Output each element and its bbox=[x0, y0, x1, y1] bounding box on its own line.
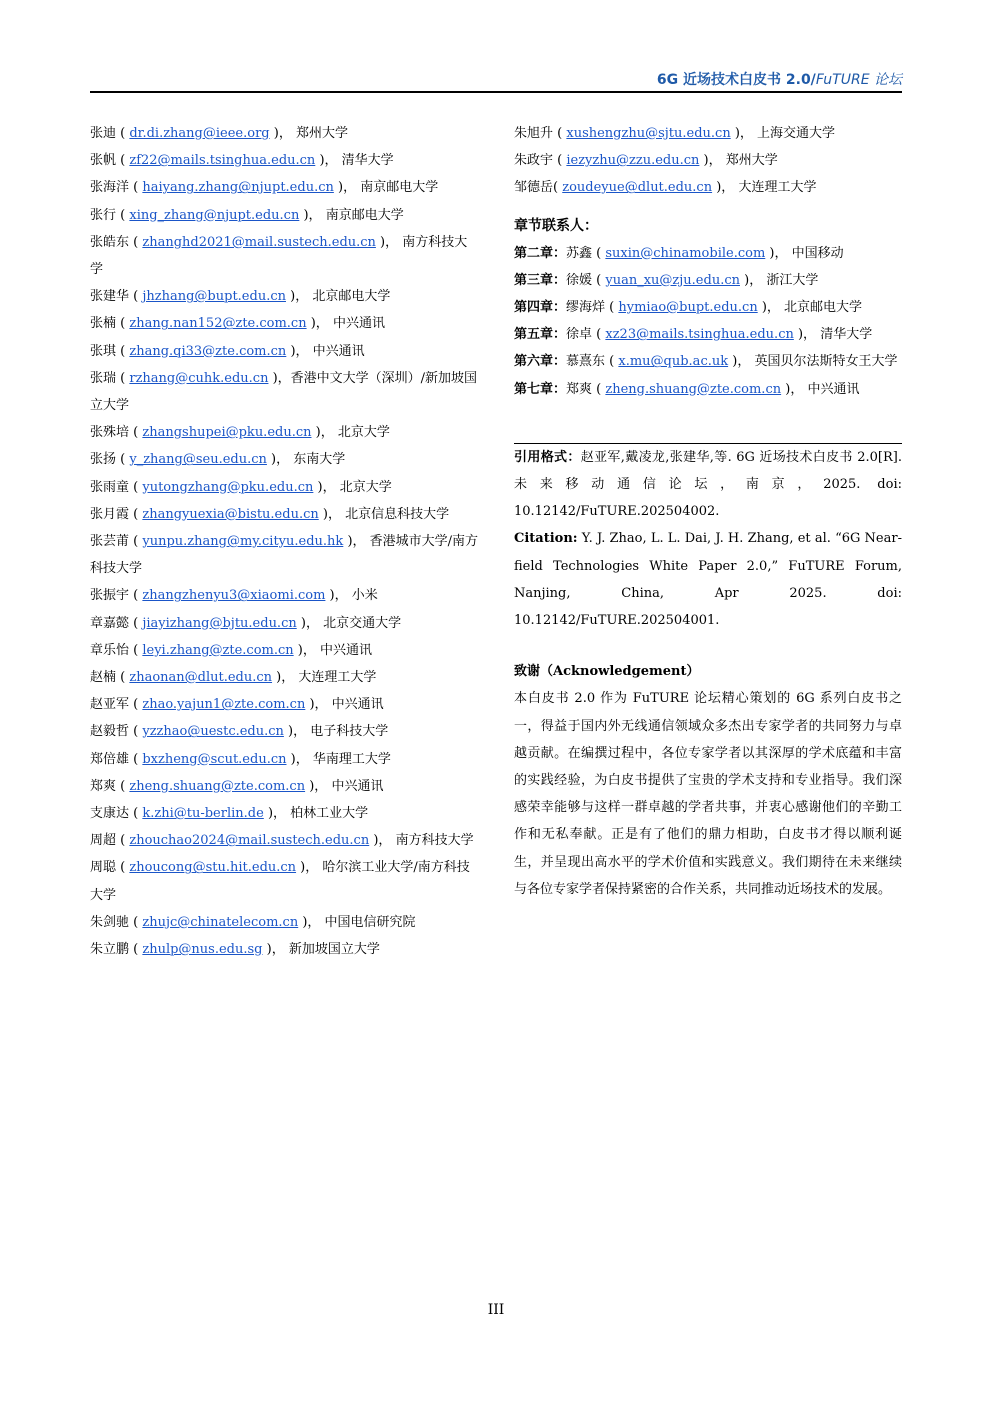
paren-open: ( bbox=[116, 153, 130, 169]
paren-close: )， bbox=[318, 506, 341, 522]
contributor-name: 张瑞 bbox=[90, 370, 117, 386]
affiliation: 中国电信研究院 bbox=[320, 914, 416, 930]
contributor-entry bbox=[90, 637, 480, 664]
email-link[interactable]: yunpu.zhang@my.cityu.edu.hk bbox=[142, 534, 344, 550]
paren-close: )， bbox=[293, 642, 316, 658]
contributor-entry bbox=[90, 174, 480, 201]
chapter-label: 第六章： bbox=[514, 354, 567, 370]
contributor-entry bbox=[514, 240, 902, 267]
affiliation: 中兴通讯 bbox=[315, 642, 372, 658]
contributor-entry bbox=[514, 267, 902, 294]
email-link[interactable]: hymiao@bupt.edu.cn bbox=[618, 300, 758, 316]
affiliation: 清华大学 bbox=[337, 153, 394, 169]
paren-open: ( bbox=[116, 833, 130, 849]
paren-open: ( bbox=[553, 126, 567, 141]
contributor-entry bbox=[90, 474, 480, 501]
affiliation: 大连理工大学 bbox=[734, 180, 817, 196]
paren-close: )， bbox=[305, 778, 328, 794]
contributor-entry bbox=[514, 174, 902, 201]
paren-close: )， bbox=[793, 327, 817, 343]
contributor-name: 郑爽 bbox=[90, 778, 117, 794]
contributor-entry bbox=[514, 294, 902, 321]
email-link[interactable]: yutongzhang@pku.edu.cn bbox=[142, 479, 314, 495]
contributor-entry bbox=[90, 718, 480, 745]
contributor-name: 朱剑驰 bbox=[90, 914, 130, 930]
paren-open: ( bbox=[129, 534, 143, 550]
contributors-right-list bbox=[514, 120, 902, 202]
contributor-entry bbox=[90, 664, 480, 691]
citation-en bbox=[514, 525, 902, 634]
paren-open: ( bbox=[592, 272, 606, 288]
paren-close: )， bbox=[325, 588, 348, 604]
paren-close: )， bbox=[728, 354, 751, 370]
affiliation: 郑州大学 bbox=[291, 126, 348, 141]
contributor-entry bbox=[90, 827, 480, 854]
paren-close: )， bbox=[272, 670, 295, 686]
email-link[interactable]: zheng.shuang@zte.com.cn bbox=[605, 381, 782, 397]
citation-cn bbox=[514, 444, 902, 526]
email-link[interactable]: zhoucong@stu.hit.edu.cn bbox=[129, 860, 297, 876]
contributor-name: 赵楠 bbox=[90, 670, 117, 686]
paren-close: )， bbox=[286, 343, 309, 359]
paren-close: )， bbox=[739, 272, 763, 288]
affiliation: 柏林工业大学 bbox=[286, 806, 369, 822]
contributor-entry bbox=[90, 446, 480, 473]
affiliation: 清华大学 bbox=[816, 327, 873, 343]
paren-close: )， bbox=[712, 180, 735, 196]
contributor-entry bbox=[90, 773, 480, 800]
paren-open: ( bbox=[129, 697, 143, 713]
contributor-name: 张迪 bbox=[90, 126, 117, 141]
paren-open: ( bbox=[116, 670, 130, 686]
contributor-name: 支康达 bbox=[90, 806, 130, 822]
paren-open: ( bbox=[129, 642, 143, 658]
paren-open: ( bbox=[553, 153, 567, 169]
paren-close: )， bbox=[333, 180, 357, 196]
contributor-name: 张雨童 bbox=[90, 479, 130, 495]
contributor-name: 朱立鹏 bbox=[90, 942, 130, 958]
contributor-name: 郑爽 bbox=[566, 381, 593, 397]
contributor-entry bbox=[514, 348, 902, 375]
paren-open: ( bbox=[129, 479, 143, 495]
paren-open: ( bbox=[553, 180, 563, 196]
contributor-name: 张月霞 bbox=[90, 506, 130, 522]
email-link[interactable]: dr.di.zhang@ieee.org bbox=[129, 126, 270, 141]
paren-open: ( bbox=[116, 207, 130, 223]
citation-cn-text: 赵亚军,戴凌龙,张建华,等. 6G 近场技术白皮书 2.0[R]. 未来移动通信论坛，南京，2025. doi: 10.12142/FuTURE.202504002. bbox=[514, 449, 902, 520]
affiliation: 电子科技大学 bbox=[306, 724, 389, 740]
paren-open: ( bbox=[129, 588, 143, 604]
contributor-entry bbox=[514, 321, 902, 348]
email-link[interactable]: zhang.qi33@zte.com.cn bbox=[129, 343, 287, 359]
contributor-name: 张扬 bbox=[90, 452, 117, 468]
contributor-entry bbox=[90, 854, 480, 908]
paren-open: ( bbox=[605, 300, 619, 316]
affiliation: 新加坡国立大学 bbox=[284, 942, 380, 958]
acknowledgement-heading: 致谢（Acknowledgement） bbox=[514, 664, 700, 680]
contributor-name: 张楠 bbox=[90, 316, 117, 332]
affiliation: 中兴通讯 bbox=[308, 343, 365, 359]
affiliation: 北京邮电大学 bbox=[779, 300, 863, 316]
contributor-name: 朱政宇 bbox=[514, 153, 554, 169]
affiliation: 北京邮电大学 bbox=[308, 289, 391, 305]
affiliation: 北京大学 bbox=[333, 425, 390, 441]
contributor-name: 郑倍雄 bbox=[90, 751, 130, 767]
paren-open: ( bbox=[129, 180, 143, 196]
paren-close: )， bbox=[266, 452, 290, 468]
email-link[interactable]: rzhang@cuhk.edu.cn bbox=[129, 370, 269, 386]
contributor-entry bbox=[90, 229, 480, 283]
email-link[interactable]: haiyang.zhang@njupt.edu.cn bbox=[142, 180, 334, 196]
paren-open: ( bbox=[592, 327, 606, 343]
email-link[interactable]: zhaonan@dlut.edu.cn bbox=[129, 670, 273, 686]
contributor-name: 慕熹东 bbox=[566, 354, 606, 370]
contributor-entry bbox=[514, 147, 902, 174]
affiliation: 香港城市大学/南方科技大学 bbox=[90, 534, 479, 577]
header-title: 6G 近场技术白皮书 2.0/ bbox=[656, 72, 816, 88]
email-link[interactable]: zhangzhenyu3@xiaomi.com bbox=[142, 588, 326, 604]
contributor-entry bbox=[90, 610, 480, 637]
email-link[interactable]: zhangshupei@pku.edu.cn bbox=[142, 425, 312, 441]
contributor-name: 苏鑫 bbox=[566, 245, 593, 261]
contributor-name: 张行 bbox=[90, 207, 117, 223]
email-link[interactable]: zhulp@nus.edu.sg bbox=[142, 942, 263, 958]
affiliation: 英国贝尔法斯特女王大学 bbox=[750, 354, 898, 370]
contributor-entry bbox=[90, 746, 480, 773]
running-header bbox=[90, 70, 902, 92]
paren-close: )， bbox=[315, 153, 338, 169]
affiliation: 浙江大学 bbox=[762, 272, 819, 288]
affiliation: 北京大学 bbox=[335, 479, 392, 495]
acknowledgement-body: 本白皮书 2.0 作为 FuTURE 论坛精心策划的 6G 系列白皮书之一，得益于国内外无线通信领域众多杰出专家学者的共同努力与卓越贡献。在编撰过程中，各位专家学者以其深厚的学术底蕴和丰富的实践经验，为白皮书提供了宝贵的学术支持和专业指导。我们深感荣幸能够与这样一群卓越的学者共事，并衷心感谢他们的辛勤工作和无私奉献。正是有了他们的鼎力相助，白皮书才得以顺利诞生，并呈现出高水平的学术价值和实践意义。我们期待在未来继续与各位专家学者保持紧密的合作关系，共同推动近场技术的发展。 bbox=[514, 691, 902, 897]
chapter-label: 第七章： bbox=[514, 381, 567, 397]
paren-close: )， bbox=[781, 381, 804, 397]
email-link[interactable]: zhao.yajun1@zte.com.cn bbox=[142, 697, 306, 713]
chapter-label: 第三章： bbox=[514, 272, 567, 288]
paren-close: )， bbox=[375, 234, 399, 250]
contributor-name: 周超 bbox=[90, 833, 117, 849]
paren-close: )， bbox=[311, 425, 334, 441]
affiliation: 南方科技大学 bbox=[391, 833, 474, 849]
affiliation: 北京交通大学 bbox=[318, 615, 402, 631]
paren-close: )， bbox=[268, 370, 291, 386]
paren-close: )， bbox=[269, 126, 292, 141]
contributor-entry bbox=[90, 691, 480, 718]
affiliation: 上海交通大学 bbox=[752, 126, 836, 141]
paren-open: ( bbox=[116, 778, 130, 794]
email-link[interactable]: yzzhao@uestc.edu.cn bbox=[142, 724, 284, 740]
email-link[interactable]: zhouchao2024@mail.sustech.edu.cn bbox=[129, 833, 370, 849]
chapter-label: 第二章： bbox=[514, 245, 567, 261]
paren-close: )， bbox=[765, 245, 788, 261]
paren-open: ( bbox=[592, 245, 606, 261]
contributor-entry bbox=[90, 310, 480, 337]
paren-close: )， bbox=[263, 806, 287, 822]
contributor-entry bbox=[90, 120, 480, 147]
contributor-name: 张琪 bbox=[90, 343, 117, 359]
paren-open: ( bbox=[129, 806, 143, 822]
paren-open: ( bbox=[129, 942, 143, 958]
paren-open: ( bbox=[116, 343, 130, 359]
email-link[interactable]: suxin@chinamobile.com bbox=[605, 245, 766, 261]
email-link[interactable]: zf22@mails.tsinghua.edu.cn bbox=[129, 153, 316, 169]
paren-close: )， bbox=[369, 833, 392, 849]
contributor-name: 赵亚军 bbox=[90, 697, 130, 713]
citation-block bbox=[514, 443, 902, 634]
paren-close: )， bbox=[285, 289, 309, 305]
paren-open: ( bbox=[129, 289, 143, 305]
contributor-name: 张殊培 bbox=[90, 425, 130, 441]
contributor-name: 周聪 bbox=[90, 860, 117, 876]
email-link[interactable]: leyi.zhang@zte.com.cn bbox=[142, 642, 294, 658]
chapter-label: 第五章： bbox=[514, 327, 567, 343]
contributor-entry bbox=[90, 338, 480, 365]
chapter-label: 第四章： bbox=[514, 300, 567, 316]
affiliation: 中国移动 bbox=[787, 245, 844, 261]
affiliation: 南京邮电大学 bbox=[321, 207, 404, 223]
paren-open: ( bbox=[116, 860, 130, 876]
contributor-name: 缪海烊 bbox=[566, 300, 606, 316]
contributor-name: 张皓东 bbox=[90, 234, 130, 250]
paren-open: ( bbox=[129, 751, 143, 767]
paren-close: )， bbox=[313, 479, 336, 495]
paren-close: )， bbox=[262, 942, 285, 958]
contributor-entry bbox=[514, 376, 902, 403]
contributors-left-column bbox=[90, 120, 480, 963]
contributor-entry bbox=[90, 202, 480, 229]
email-link[interactable]: xz23@mails.tsinghua.edu.cn bbox=[605, 327, 794, 343]
email-link[interactable]: k.zhi@tu-berlin.de bbox=[142, 806, 264, 822]
contributor-name: 张芸莆 bbox=[90, 534, 130, 550]
paren-close: )， bbox=[286, 751, 309, 767]
paren-open: ( bbox=[129, 234, 143, 250]
contributor-name: 章嘉懿 bbox=[90, 615, 130, 631]
email-link[interactable]: zhang.nan152@zte.com.cn bbox=[129, 316, 307, 332]
paren-close: )， bbox=[296, 615, 319, 631]
contributor-name: 徐卓 bbox=[566, 327, 593, 343]
paren-open: ( bbox=[129, 425, 143, 441]
header-rule bbox=[90, 91, 902, 93]
email-link[interactable]: iezyzhu@zzu.edu.cn bbox=[566, 153, 700, 169]
affiliation: 香港中文大学（深圳）/新加坡国立大学 bbox=[90, 370, 478, 414]
paren-close: )， bbox=[296, 860, 319, 876]
right-column bbox=[514, 120, 902, 903]
chapter-contacts-list bbox=[514, 240, 902, 403]
email-link[interactable]: jiayizhang@bjtu.edu.cn bbox=[142, 615, 297, 631]
contributor-name: 章乐怡 bbox=[90, 642, 130, 658]
contributor-name: 徐媛 bbox=[566, 272, 593, 288]
affiliation: 中兴通讯 bbox=[327, 778, 384, 794]
email-link[interactable]: xing_zhang@njupt.edu.cn bbox=[129, 207, 300, 223]
paren-open: ( bbox=[129, 914, 143, 930]
affiliation: 大连理工大学 bbox=[294, 670, 377, 686]
affiliation: 北京信息科技大学 bbox=[340, 506, 450, 522]
contributor-entry bbox=[90, 909, 480, 936]
email-link[interactable]: zheng.shuang@zte.com.cn bbox=[129, 778, 306, 794]
paren-open: ( bbox=[116, 370, 130, 386]
contributor-name: 朱旭升 bbox=[514, 126, 554, 141]
contributor-name: 张振宇 bbox=[90, 588, 130, 604]
paren-close: )， bbox=[299, 207, 322, 223]
chapter-contacts-heading: 章节联系人： bbox=[514, 217, 598, 234]
contributor-entry bbox=[90, 936, 480, 963]
affiliation: 东南大学 bbox=[289, 452, 346, 468]
affiliation: 南方科技大学 bbox=[90, 234, 468, 278]
contributor-name: 邹德岳 bbox=[514, 180, 554, 196]
header-forum: FuTURE 论坛 bbox=[815, 72, 902, 88]
paren-open: ( bbox=[116, 126, 130, 141]
contributor-entry bbox=[90, 582, 480, 609]
contributor-entry bbox=[514, 120, 902, 147]
paren-open: ( bbox=[116, 316, 130, 332]
contributor-entry bbox=[90, 365, 480, 419]
email-link[interactable]: xushengzhu@sjtu.edu.cn bbox=[566, 126, 731, 141]
email-link[interactable]: bxzheng@scut.edu.cn bbox=[142, 751, 287, 767]
citation-en-label: Citation: bbox=[514, 531, 578, 547]
contributor-entry bbox=[90, 501, 480, 528]
affiliation: 华南理工大学 bbox=[308, 751, 391, 767]
affiliation: 郑州大学 bbox=[721, 153, 778, 169]
paren-close: )， bbox=[699, 153, 722, 169]
email-link[interactable]: x.mu@qub.ac.uk bbox=[618, 354, 729, 370]
paren-open: ( bbox=[605, 354, 619, 370]
contributor-name: 张帆 bbox=[90, 153, 117, 169]
paren-open: ( bbox=[129, 724, 143, 740]
affiliation: 哈尔滨工业大学/南方科技大学 bbox=[90, 860, 470, 903]
affiliation: 小米 bbox=[347, 588, 378, 604]
contributor-entry bbox=[90, 419, 480, 446]
paren-close: )， bbox=[306, 316, 329, 332]
affiliation: 南京邮电大学 bbox=[356, 180, 439, 196]
paren-close: )， bbox=[298, 914, 321, 930]
citation-en-text: Y. J. Zhao, L. L. Dai, J. H. Zhang, et al. “6G Near-field Technologies White Paper 2.0,” FuTURE Forum, Nanjing, China, Apr 2025. doi: 10.12142/FuTURE.202504001. bbox=[514, 531, 902, 629]
paren-open: ( bbox=[116, 452, 130, 468]
email-link[interactable]: zoudeyue@dlut.edu.cn bbox=[562, 180, 713, 196]
contributor-name: 张建华 bbox=[90, 289, 130, 305]
paren-close: )， bbox=[343, 534, 366, 550]
contributor-entry bbox=[90, 800, 480, 827]
email-link[interactable]: yuan_xu@zju.edu.cn bbox=[605, 272, 740, 288]
contributor-entry bbox=[90, 147, 480, 174]
affiliation: 中兴通讯 bbox=[327, 697, 384, 713]
paren-close: )， bbox=[283, 724, 307, 740]
contributor-entry bbox=[90, 283, 480, 310]
email-link[interactable]: y_zhang@seu.edu.cn bbox=[129, 452, 267, 468]
contributor-entry bbox=[90, 528, 480, 582]
paren-close: )， bbox=[730, 126, 753, 141]
email-link[interactable]: jhzhang@bupt.edu.cn bbox=[142, 289, 286, 305]
email-link[interactable]: zhujc@chinatelecom.cn bbox=[142, 914, 299, 930]
paren-close: )， bbox=[305, 697, 328, 713]
paren-close: )， bbox=[757, 300, 780, 316]
email-link[interactable]: zhangyuexia@bistu.edu.cn bbox=[142, 506, 319, 522]
contributor-name: 张海洋 bbox=[90, 180, 130, 196]
affiliation: 中兴通讯 bbox=[328, 316, 385, 332]
contributor-name: 赵毅哲 bbox=[90, 724, 130, 740]
page-number: III bbox=[487, 1302, 505, 1318]
paren-open: ( bbox=[592, 381, 606, 397]
email-link[interactable]: zhanghd2021@mail.sustech.edu.cn bbox=[142, 234, 376, 250]
citation-cn-label: 引用格式： bbox=[514, 449, 581, 465]
paren-open: ( bbox=[129, 615, 143, 631]
affiliation: 中兴通讯 bbox=[803, 381, 860, 397]
paren-open: ( bbox=[129, 506, 143, 522]
